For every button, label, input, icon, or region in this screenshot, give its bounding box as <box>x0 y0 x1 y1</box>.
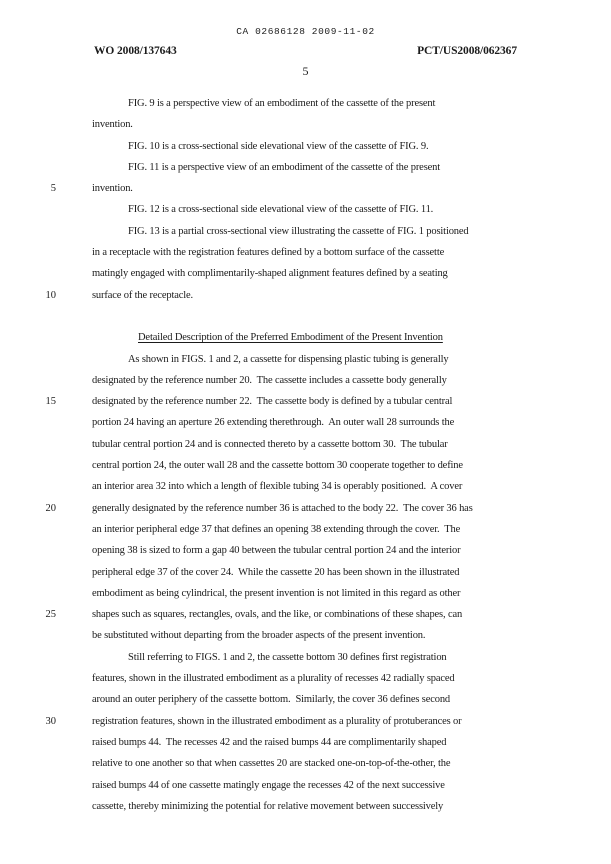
line-text: FIG. 12 is a cross-sectional side elevational view of the cassette of FIG. 11. <box>128 204 434 216</box>
line-text: matingly engaged with complimentarily-shaped alignment features defined by a seating <box>92 268 448 280</box>
line-text: features, shown in the illustrated embodiment as a plurality of recesses 42 radially spaced <box>92 673 455 685</box>
text-line <box>92 796 562 817</box>
text-line <box>92 349 562 370</box>
line-text: cassette, thereby minimizing the potential for relative movement between successively <box>92 800 444 812</box>
margin-line-number: 10 <box>45 289 56 301</box>
text-line <box>92 412 562 433</box>
scan-date-stamp: CA 02686128 2009-11-02 <box>236 26 375 37</box>
text-line <box>45 604 562 625</box>
text-line <box>92 455 562 476</box>
line-text: registration features, shown in the illustrated embodiment as a plurality of protuberances or <box>92 715 462 727</box>
text-line <box>45 285 562 306</box>
text-line <box>92 668 562 689</box>
section-heading <box>92 327 562 348</box>
text-line <box>92 583 562 604</box>
line-text: raised bumps 44. The recesses 42 and the raised bumps 44 are complimentarily shaped <box>92 736 447 748</box>
line-text: FIG. 9 is a perspective view of an embodiment of the cassette of the present <box>128 98 436 109</box>
blank-line <box>92 306 562 327</box>
margin-line-number: 5 <box>50 183 56 195</box>
line-text: relative to one another so that when cassettes 20 are stacked one-on-top-of-the-other, the <box>92 758 451 770</box>
line-text: Still referring to FIGS. 1 and 2, the cassette bottom 30 defines first registration <box>128 651 447 663</box>
text-line <box>92 732 562 753</box>
text-line <box>92 114 562 135</box>
text-line <box>92 562 562 583</box>
line-text: surface of the receptacle. <box>92 289 194 301</box>
text-line <box>92 540 562 561</box>
line-text: generally designated by the reference number 36 is attached to the body 22. The cover 36 has <box>92 502 473 514</box>
line-text: an interior peripheral edge 37 that defines an opening 38 extending through the cover. The <box>92 523 461 535</box>
line-text: opening 38 is sized to form a gap 40 between the tubular central portion 24 and the interior <box>92 545 461 557</box>
text-line <box>92 263 562 284</box>
line-text: invention. <box>92 119 133 131</box>
line-text: an interior area 32 into which a length of flexible tubing 34 is operably positioned. A cover <box>92 481 463 493</box>
page-number: 5 <box>302 64 309 78</box>
line-text: FIG. 11 is a perspective view of an embodiment of the cassette of the present <box>128 161 441 173</box>
line-text: embodiment as being cylindrical, the present invention is not limited in this regard as other <box>92 587 461 599</box>
line-text: As shown in FIGS. 1 and 2, a cassette for dispensing plastic tubing is generally <box>128 353 449 365</box>
line-text: FIG. 13 is a partial cross-sectional view illustrating the cassette of FIG. 1 positioned <box>128 225 469 237</box>
document-body <box>45 93 562 817</box>
text-line <box>92 157 562 178</box>
line-text: central portion 24, the outer wall 28 and the cassette bottom 30 cooperate together to define <box>92 460 463 472</box>
text-line <box>92 434 562 455</box>
text-line <box>92 199 562 220</box>
text-line <box>92 136 562 157</box>
text-line <box>92 93 562 114</box>
application-number: PCT/US2008/062367 <box>417 45 517 57</box>
margin-line-number: 25 <box>45 609 56 621</box>
line-text: designated by the reference number 20. The cassette includes a cassette body generally <box>92 374 447 386</box>
text-line <box>92 775 562 796</box>
text-line <box>92 519 562 540</box>
line-text: invention. <box>92 183 133 195</box>
line-text: FIG. 10 is a cross-sectional side elevational view of the cassette of FIG. 9. <box>128 140 429 152</box>
margin-line-number: 30 <box>45 715 56 727</box>
line-text: raised bumps 44 of one cassette matingly engage the recesses 42 of the next successive <box>92 779 445 791</box>
text-line <box>92 625 562 646</box>
text-line <box>92 689 562 710</box>
line-text: designated by the reference number 22. The cassette body is defined by a tubular central <box>92 396 453 408</box>
text-line <box>45 391 562 412</box>
publication-number: WO 2008/137643 <box>94 45 177 57</box>
text-line <box>92 221 562 242</box>
line-text: shapes such as squares, rectangles, ovals, and the like, or combinations of these shapes, can <box>92 609 463 621</box>
line-text: around an outer periphery of the cassette bottom. Similarly, the cover 36 defines second <box>92 694 451 706</box>
text-line <box>45 498 562 519</box>
text-line <box>92 242 562 263</box>
text-line <box>92 370 562 391</box>
text-line <box>45 711 562 732</box>
margin-line-number: 15 <box>45 396 56 408</box>
line-text: peripheral edge 37 of the cover 24. While the cassette 20 has been shown in the illustrated <box>92 566 460 578</box>
heading-text: Detailed Description of the Preferred Embodiment of the Present Invention <box>138 332 443 344</box>
document-header <box>94 45 517 57</box>
text-line <box>92 476 562 497</box>
margin-line-number: 20 <box>45 502 56 514</box>
text-line <box>50 178 562 199</box>
line-text: portion 24 having an aperture 26 extending therethrough. An outer wall 28 surrounds the <box>92 417 455 429</box>
line-text: in a receptacle with the registration features defined by a bottom surface of the cassette <box>92 247 445 259</box>
text-line <box>92 753 562 774</box>
text-line <box>92 647 562 668</box>
line-text: tubular central portion 24 and is connected thereto by a cassette bottom 30. The tubular <box>92 438 448 450</box>
line-text: be substituted without departing from the broader aspects of the present invention. <box>92 630 426 642</box>
